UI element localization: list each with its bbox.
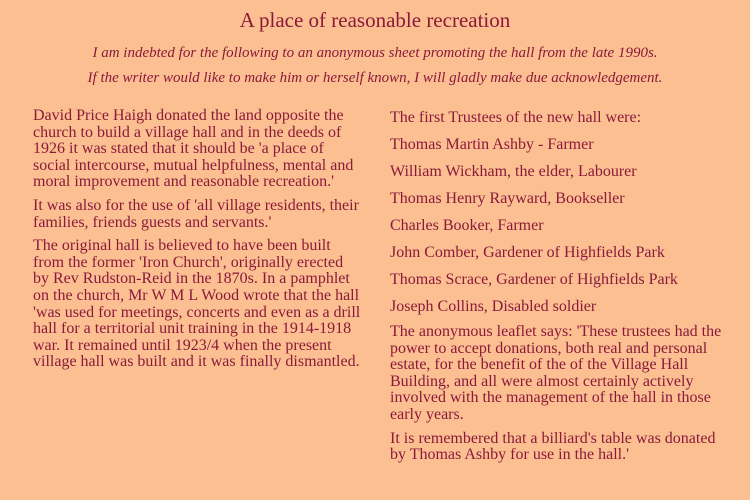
paragraph-original-hall: The original hall is believed to have been built from the former 'Iron Church', originally erected by Rev Rudston-Reid in the 1870s. In a pamphlet on the church, Mr W M L Wood wrote that the hall 'was used for meetings, concerts and even as a drill hall for a territorial unit training in the 1914-1918 war. It remained until 1923/4 when the present village hall was built and it was finally dismantled.	[33, 237, 361, 371]
intro-line-1: I am indebted for the following to an anonymous sheet promoting the hall from the late 1990s.	[92, 45, 658, 61]
trustee-item: William Wickham, the elder, Labourer	[390, 163, 637, 180]
trustee-item: John Comber, Gardener of Highfields Park	[390, 244, 665, 261]
trustee-item: Charles Booker, Farmer	[390, 217, 544, 234]
right-column	[390, 108, 722, 471]
page-title: A place of reasonable recreation	[239, 8, 511, 32]
paragraph-land-donation: David Price Haigh donated the land opposite the church to build a village hall and in the deeds of 1926 it was stated that it should be 'a place of social intercourse, mutual helpfulness, mental and moral improvement and reasonable recreation.'	[33, 107, 354, 191]
trustees-heading: The first Trustees of the new hall were:	[390, 109, 642, 126]
intro-line-2: If the writer would like to make him or herself known, I will gladly make due acknowledgement.	[87, 70, 663, 86]
left-column	[33, 108, 363, 378]
trustee-item: Thomas Henry Rayward, Bookseller	[390, 190, 625, 207]
trustee-item: Joseph Collins, Disabled soldier	[390, 298, 597, 315]
paragraph-leaflet-quote: The anonymous leaflet says: 'These trustees had the power to accept donations, both real and personal estate, for the benefit of the of the Village Hall Building, and all were almost certainly actively involved with the management of the hall in those early years.	[390, 323, 722, 423]
trustee-item: Thomas Scrace, Gardener of Highfields Park	[390, 271, 678, 288]
trustee-item: Thomas Martin Ashby - Farmer	[390, 136, 594, 153]
paragraph-village-use: It was also for the use of 'all village residents, their families, friends guests and servants.'	[33, 196, 359, 231]
paragraph-billiard-table: It is remembered that a billiard's table was donated by Thomas Ashby for use in the hall.'	[390, 429, 716, 464]
